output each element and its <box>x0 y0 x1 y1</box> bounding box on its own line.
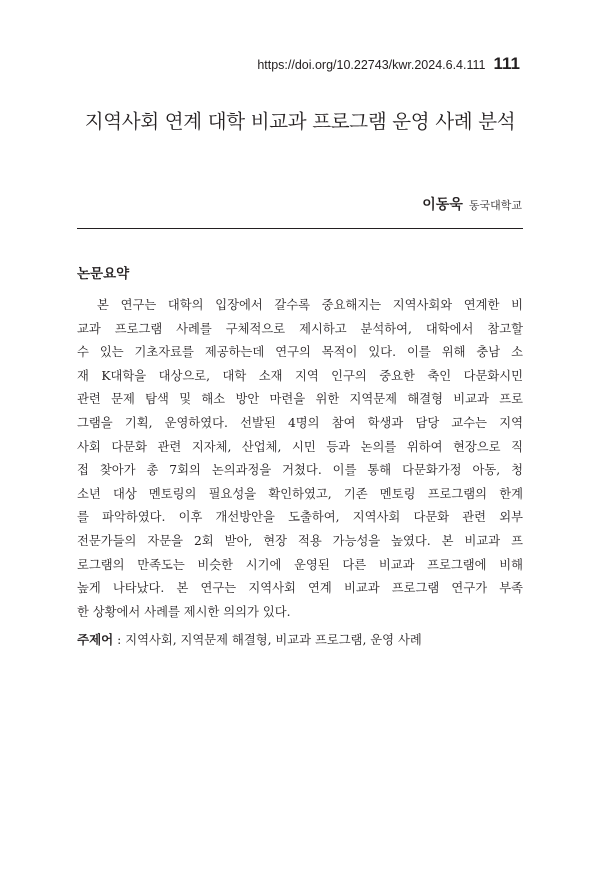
running-header <box>257 54 520 74</box>
abstract-body <box>77 294 523 624</box>
doi-link[interactable]: https://doi.org/10.22743/kwr.2024.6.4.111 <box>257 58 486 72</box>
keywords-separator: : <box>113 633 126 647</box>
abstract-line: 로그램의 만족도는 비슷한 시기에 운영된 다른 비교과 프로그램에 비해 <box>77 557 523 572</box>
abstract-line: 본 연구는 대학의 입장에서 갈수록 중요해지는 지역사회와 연계한 비 <box>77 298 523 312</box>
keywords-text: 지역사회, 지역문제 해결형, 비교과 프로그램, 운영 사례 <box>125 633 422 647</box>
abstract-line: 교과 프로그램 사례를 구체적으로 제시하고 분석하여, 대학에서 참고할 <box>77 321 523 336</box>
abstract-line: 사회 다문화 관련 지자체, 산업체, 시민 등과 논의를 위하여 현장으로 직 <box>77 439 523 454</box>
keywords <box>77 630 422 648</box>
abstract-line: 소년 대상 멘토링의 필요성을 확인하였고, 기존 멘토링 프로그램의 한계 <box>77 486 523 501</box>
paper-title: 지역사회 연계 대학 비교과 프로그램 운영 사례 분석 <box>84 110 516 133</box>
abstract-line: 재 K대학을 대상으로, 대학 소재 지역 인구의 중요한 축인 다문화시민 <box>77 368 523 383</box>
abstract-line: 전문가들의 자문을 2회 받아, 현장 적용 가능성을 높였다. 본 비교과 프 <box>77 533 523 548</box>
author-affiliation: 동국대학교 <box>468 199 522 212</box>
abstract-line: 를 파악하였다. 이후 개선방안을 도출하여, 지역사회 다문화 관련 외부 <box>77 510 523 525</box>
author-name: 이동욱 <box>422 197 463 213</box>
keywords-label: 주제어 <box>77 632 114 647</box>
page-number: 111 <box>493 54 520 73</box>
title-divider <box>77 228 523 229</box>
abstract-line: 그램을 기획, 운영하였다. 선발된 4명의 참여 학생과 담당 교수는 지역 <box>77 415 523 430</box>
author-line <box>422 194 522 214</box>
abstract-line: 한 상황에서 사례를 제시한 의의가 있다. <box>77 604 291 619</box>
abstract-heading: 논문요약 <box>77 266 130 282</box>
abstract-line: 높게 나타났다. 본 연구는 지역사회 연계 비교과 프로그램 연구가 부족 <box>77 581 523 596</box>
abstract-line: 관련 문제 탐색 및 해소 방안 마련을 위한 지역문제 해결형 비교과 프로 <box>77 392 523 407</box>
abstract-line: 접 찾아가 총 7회의 논의과정을 거쳤다. 이를 통해 다문화가정 아동, 청 <box>77 463 523 478</box>
abstract-line: 수 있는 기초자료를 제공하는데 연구의 목적이 있다. 이를 위해 충남 소 <box>77 345 523 360</box>
